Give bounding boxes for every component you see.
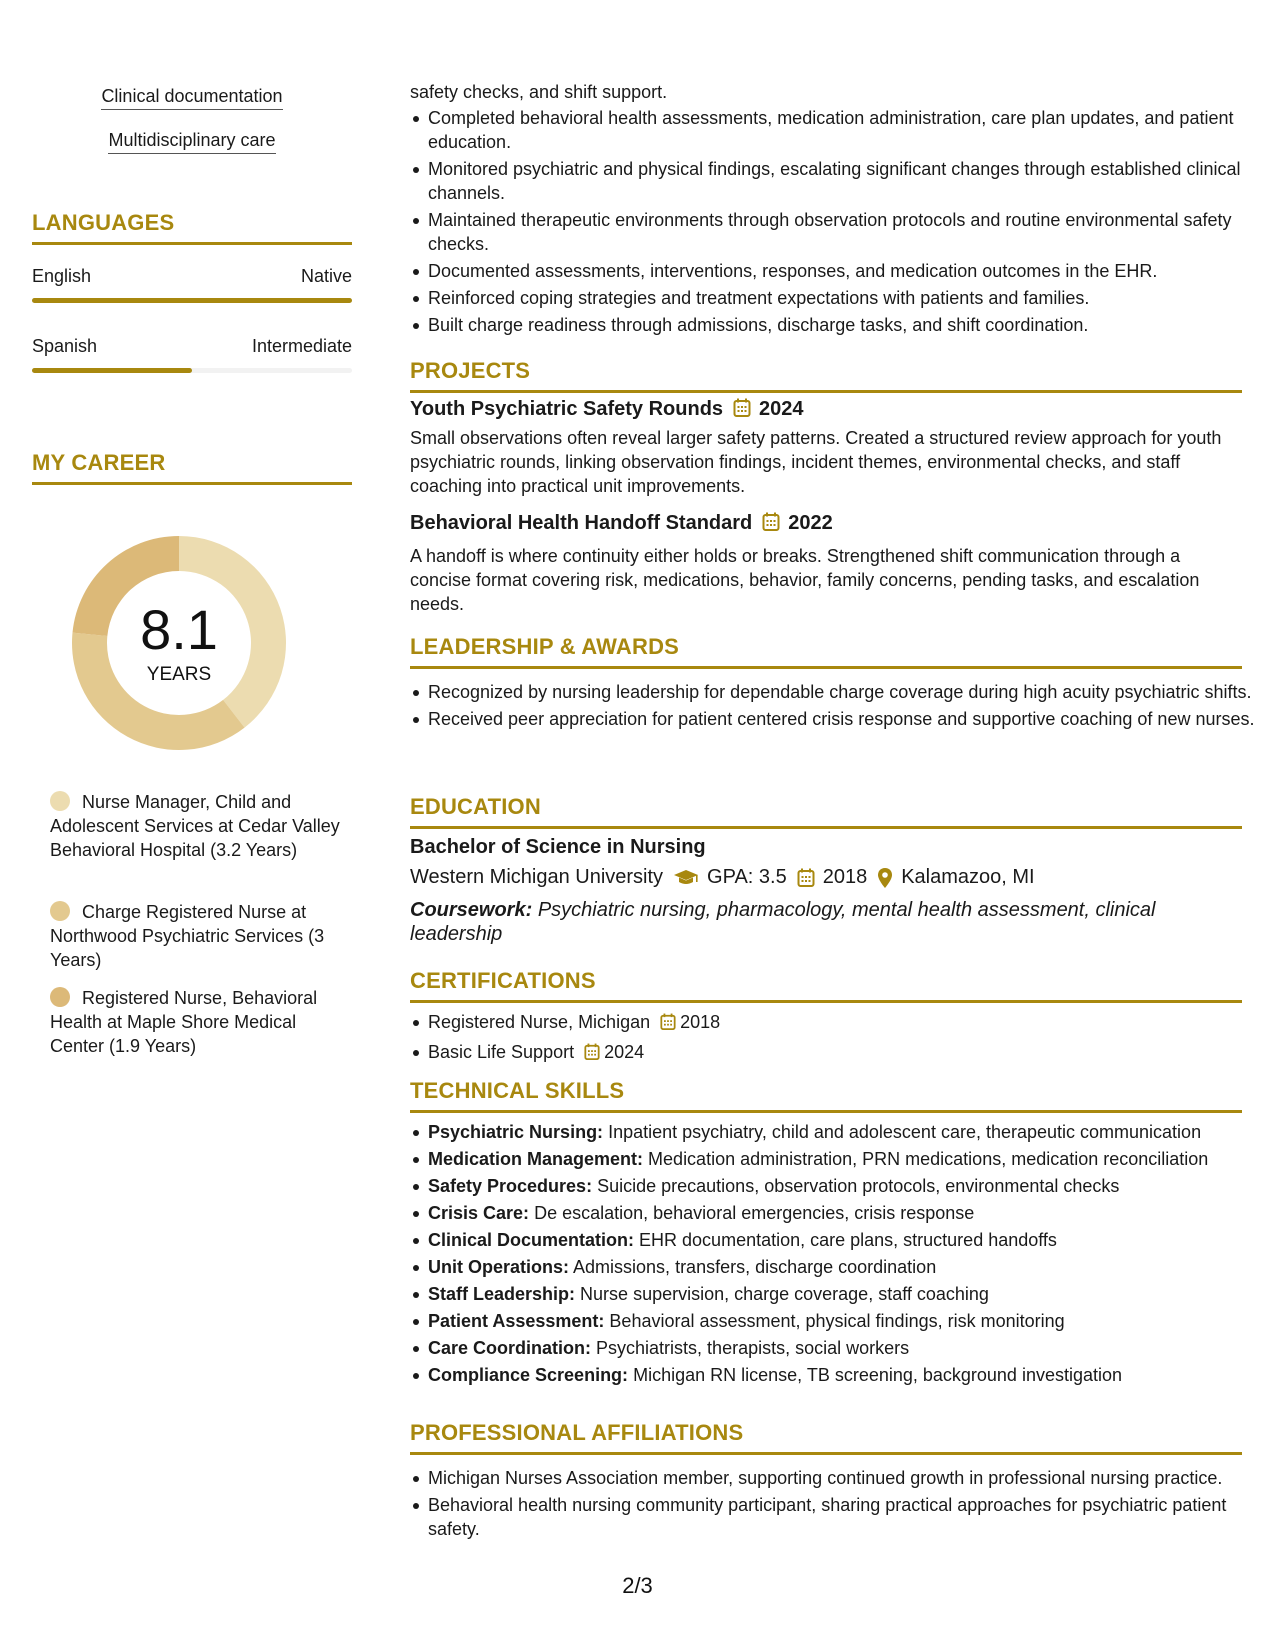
language-row [32, 336, 352, 357]
affiliations-list [410, 1466, 1260, 1544]
experience-bullets [410, 106, 1260, 340]
school-name: Western Michigan University [410, 866, 664, 888]
calendar-icon [584, 1043, 600, 1067]
list-item: Compliance Screening: Michigan RN license, TB screening, background investigation [428, 1363, 1260, 1387]
list-item: Safety Procedures: Suicide precautions, observation protocols, environmental checks [428, 1174, 1260, 1198]
list-item: Clinical Documentation: EHR documentation, care plans, structured handoffs [428, 1228, 1260, 1252]
list-item: Basic Life Support 2024 [428, 1040, 1260, 1067]
certifications-list [410, 1010, 1260, 1070]
list-item: Michigan Nurses Association member, supporting continued growth in professional nursing practice. [428, 1466, 1260, 1490]
education-details [410, 866, 1242, 889]
list-item: Staff Leadership: Nurse supervision, charge coverage, staff coaching [428, 1282, 1260, 1306]
list-item: Maintained therapeutic environments through observation protocols and routine environmental safety checks. [428, 208, 1260, 256]
language-bar [32, 368, 352, 373]
list-item: Crisis Care: De escalation, behavioral emergencies, crisis response [428, 1201, 1260, 1225]
affiliations-title: PROFESSIONAL AFFILIATIONS [410, 1420, 1242, 1455]
school-location: Kalamazoo, MI [901, 866, 1035, 888]
calendar-icon [660, 1013, 676, 1037]
list-item: Psychiatric Nursing: Inpatient psychiatry, child and adolescent care, therapeutic communication [428, 1120, 1260, 1144]
language-level: Intermediate [251, 336, 352, 356]
technical-skills-list [410, 1120, 1260, 1390]
technical-skills-title: TECHNICAL SKILLS [410, 1078, 1242, 1113]
experience-continued-text: safety checks, and shift support. [410, 82, 668, 102]
career-legend-item: Registered Nurse, Behavioral Health at Maple Shore Medical Center (1.9 Years) [50, 988, 318, 1056]
list-item: Medication Management: Medication administration, PRN medications, medication reconciliation [428, 1147, 1260, 1171]
page-number: 2/3 [622, 1573, 653, 1598]
language-bar-fill [32, 298, 352, 303]
calendar-icon [733, 398, 751, 424]
project-description: Small observations often reveal larger safety patterns. Created a structured review approach for youth psychiatric rounds, linking observation findings, incident themes, environmental checks, and staff coaching into practical unit improvements. [410, 428, 1222, 496]
language-name: English [32, 266, 92, 286]
project-title: Behavioral Health Handoff Standard 2022 [410, 512, 1242, 538]
list-item: Received peer appreciation for patient centered crisis response and supportive coaching of new nurses. [428, 707, 1260, 731]
list-item: Unit Operations: Admissions, transfers, discharge coordination [428, 1255, 1260, 1279]
career-total-unit: YEARS [146, 664, 212, 685]
project-description: A handoff is where continuity either holds or breaks. Strengthened shift communication through a concise format covering risk, medications, behavior, family concerns, pending tasks, and escalation needs. [410, 546, 1200, 614]
degree: Bachelor of Science in Nursing [410, 836, 706, 858]
skill-tag: Multidisciplinary care [32, 130, 352, 151]
languages-title: LANGUAGES [32, 210, 352, 245]
project-title: Youth Psychiatric Safety Rounds 2024 [410, 398, 1242, 424]
coursework: Coursework: Psychiatric nursing, pharmacology, mental health assessment, clinical leadership [410, 899, 1156, 945]
graduation-cap-icon [673, 869, 699, 887]
location-pin-icon [877, 867, 893, 889]
project-year: 2022 [788, 512, 833, 534]
career-legend-item: Nurse Manager, Child and Adolescent Services at Cedar Valley Behavioral Hospital (3.2 Years) [50, 792, 340, 860]
language-name: Spanish [32, 336, 98, 356]
list-item: Completed behavioral health assessments, medication administration, care plan updates, and patient education. [428, 106, 1260, 154]
language-level: Native [300, 266, 352, 286]
language-bar-fill [32, 368, 192, 373]
career-total-value: 8.1 [140, 598, 218, 661]
legend-dot [50, 987, 70, 1007]
graduation-year: 2018 [822, 866, 868, 888]
certifications-title: CERTIFICATIONS [410, 968, 1242, 1003]
list-item: Behavioral health nursing community participant, sharing practical approaches for psychiatric patient safety. [428, 1493, 1260, 1541]
list-item: Recognized by nursing leadership for dependable charge coverage during high acuity psychiatric shifts. [428, 680, 1260, 704]
career-title: MY CAREER [32, 450, 352, 485]
list-item: Patient Assessment: Behavioral assessment, physical findings, risk monitoring [428, 1309, 1260, 1333]
education-title: EDUCATION [410, 794, 1242, 829]
career-legend-item: Charge Registered Nurse at Northwood Psychiatric Services (3 Years) [50, 902, 325, 970]
leadership-bullets [410, 680, 1260, 734]
legend-dot [50, 791, 70, 811]
projects-title: PROJECTS [410, 358, 1242, 393]
legend-dot [50, 901, 70, 921]
gpa: GPA: 3.5 [707, 866, 787, 888]
list-item: Documented assessments, interventions, responses, and medication outcomes in the EHR. [428, 259, 1260, 283]
list-item: Registered Nurse, Michigan 2018 [428, 1010, 1260, 1037]
list-item: Reinforced coping strategies and treatment expectations with patients and families. [428, 286, 1260, 310]
language-bar [32, 298, 352, 303]
list-item: Built charge readiness through admissions, discharge tasks, and shift coordination. [428, 313, 1260, 337]
skill-tag: Clinical documentation [32, 86, 352, 107]
list-item: Care Coordination: Psychiatrists, therapists, social workers [428, 1336, 1260, 1360]
calendar-icon [762, 512, 780, 538]
language-row [32, 266, 352, 287]
leadership-title: LEADERSHIP & AWARDS [410, 634, 1242, 669]
project-year: 2024 [759, 398, 804, 420]
calendar-icon [797, 868, 815, 888]
list-item: Monitored psychiatric and physical findings, escalating significant changes through established clinical channels. [428, 157, 1260, 205]
